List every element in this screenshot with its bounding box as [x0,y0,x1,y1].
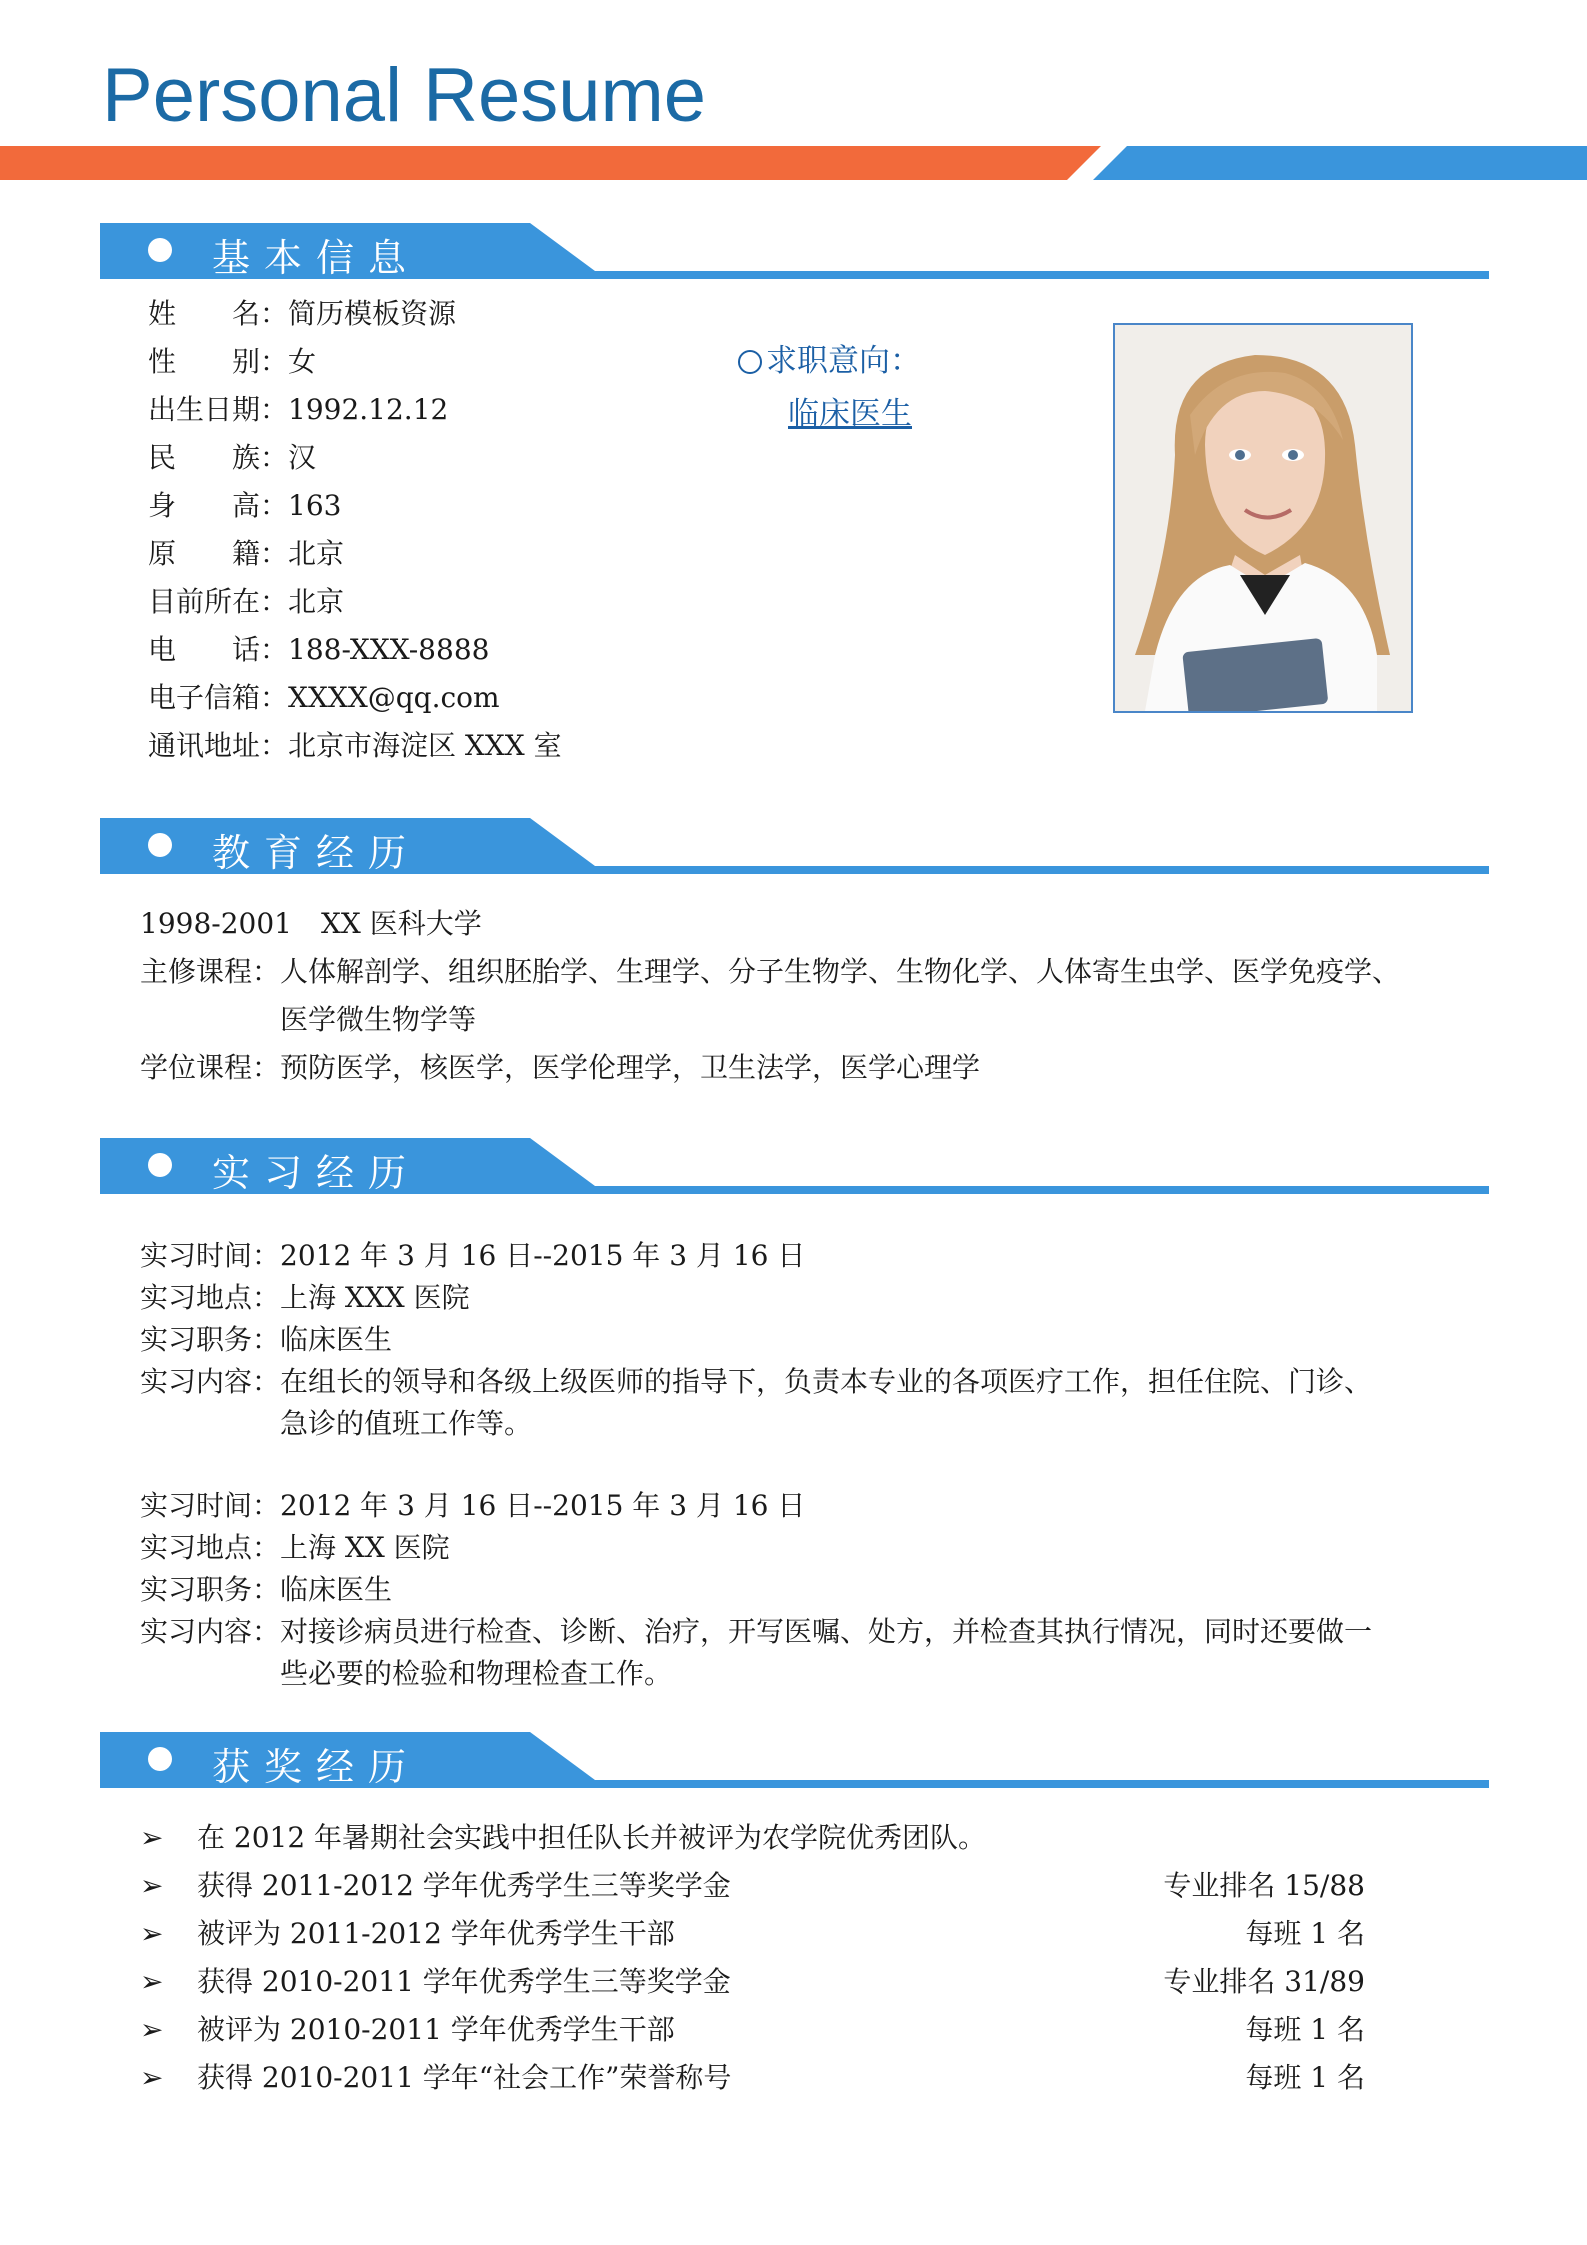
info-value: 汉 [288,441,317,474]
internship-content: 实习内容：对接诊病员进行检查、诊断、治疗，开写医嘱、处方，并检查其执行情况，同时还要做一 [140,1615,1373,1648]
section-header-internship [100,1138,1489,1194]
award-item: ➢ 在 2012 年暑期社会实践中担任队长并被评为农学院优秀团队。 [140,1821,987,1854]
internship-role: 实习职务：临床医生 [140,1323,393,1356]
section-title: 实习经历 [212,1151,421,1195]
degree-courses-row [140,1046,980,1086]
section-title: 教育经历 [212,831,421,875]
info-row-height: 身 高：163 [148,489,342,522]
internship-place: 实习地点：上海 XXX 医院 [140,1281,470,1314]
info-row-ethnicity: 民 族：汉 [148,441,317,474]
education-school: XX 医科大学 [321,907,482,940]
arrow-bullet-icon: ➢ [140,1821,164,1854]
info-row-email: 电子信箱：XXXX@qq.com [148,681,500,714]
info-value: 北京市海淀区 XXX 室 [288,729,562,762]
arrow-bullet-icon: ➢ [140,2013,164,2046]
info-row-location: 目前所在：北京 [148,585,345,618]
award-item: ➢ 被评为 2011-2012 学年优秀学生干部 每班 1 名 [140,1917,1365,1950]
major-courses-row [140,950,1400,990]
section-title: 获奖经历 [212,1745,421,1789]
job-intent-title: 求职意向： [738,335,921,380]
bullet-dot-icon [148,238,172,262]
info-value: 简历模板资源 [288,297,457,330]
section-header-education [100,818,1489,874]
education-period: 1998-2001 [140,907,292,940]
bullet-dot-icon [148,833,172,857]
blue-header-bar [1093,146,1587,180]
degree-courses-value: 预防医学，核医学，医学伦理学，卫生法学，医学心理学 [280,1051,981,1084]
major-courses-label: 主修课程： [140,955,281,988]
internship-content-line2: 些必要的检验和物理检查工作。 [280,1657,673,1690]
info-value: 188-XXX-8888 [288,633,490,666]
award-item: ➢ 被评为 2010-2011 学年优秀学生干部 每班 1 名 [140,2013,1365,2046]
internship-content: 实习内容：在组长的领导和各级上级医师的指导下，负责本专业的各项医疗工作，担任住院、门诊、 [140,1365,1373,1398]
circle-icon [738,350,762,374]
section-header-basic-info [100,223,1489,279]
major-courses-line2: 医学微生物学等 [280,1003,477,1036]
arrow-bullet-icon: ➢ [140,1965,164,1998]
internship-role: 实习职务：临床医生 [140,1573,393,1606]
info-value: 北京 [288,537,345,570]
bullet-dot-icon [148,1747,172,1771]
award-item: ➢ 获得 2010-2011 学年优秀学生三等奖学金 专业排名 31/89 [140,1965,1365,1998]
major-courses-value: 人体解剖学、组织胚胎学、生理学、分子生物学、生物化学、人体寄生虫学、医学免疫学、 [280,955,1401,988]
info-row-gender: 性 别：女 [148,345,317,378]
award-item: ➢ 获得 2010-2011 学年“社会工作”荣誉称号 每班 1 名 [140,2061,1365,2094]
bullet-dot-icon [148,1153,172,1177]
info-value: XXXX@qq.com [288,681,500,714]
degree-courses-label: 学位课程： [140,1051,281,1084]
info-value: 北京 [288,585,345,618]
internship-place: 实习地点：上海 XX 医院 [140,1531,450,1564]
info-row-address: 通讯地址：北京市海淀区 XXX 室 [148,729,562,762]
internship-content-line2: 急诊的值班工作等。 [280,1407,533,1440]
internship-time: 实习时间：2012 年 3 月 16 日--2015 年 3 月 16 日 [140,1489,806,1522]
info-value: 163 [288,489,342,522]
arrow-bullet-icon: ➢ [140,2061,164,2094]
profile-photo [1113,323,1413,713]
portrait-image [1115,325,1411,711]
info-value: 女 [288,345,317,378]
internship-time: 实习时间：2012 年 3 月 16 日--2015 年 3 月 16 日 [140,1239,806,1272]
education-period-row [140,902,482,942]
orange-header-bar [0,146,1101,180]
info-row-phone: 电 话：188-XXX-8888 [148,633,490,666]
arrow-bullet-icon: ➢ [140,1869,164,1902]
info-value: 1992.12.12 [288,393,449,426]
section-title: 基本信息 [212,236,421,280]
info-row-name: 姓 名：简历模板资源 [148,297,457,330]
job-intent-value: 临床医生 [788,396,912,432]
info-row-birthdate: 出生日期：1992.12.12 [148,393,449,426]
arrow-bullet-icon: ➢ [140,1917,164,1950]
page-title: Personal Resume [102,53,707,138]
section-header-awards [100,1732,1489,1788]
award-item: ➢ 获得 2011-2012 学年优秀学生三等奖学金 专业排名 15/88 [140,1869,1365,1902]
info-row-hometown: 原 籍：北京 [148,537,345,570]
